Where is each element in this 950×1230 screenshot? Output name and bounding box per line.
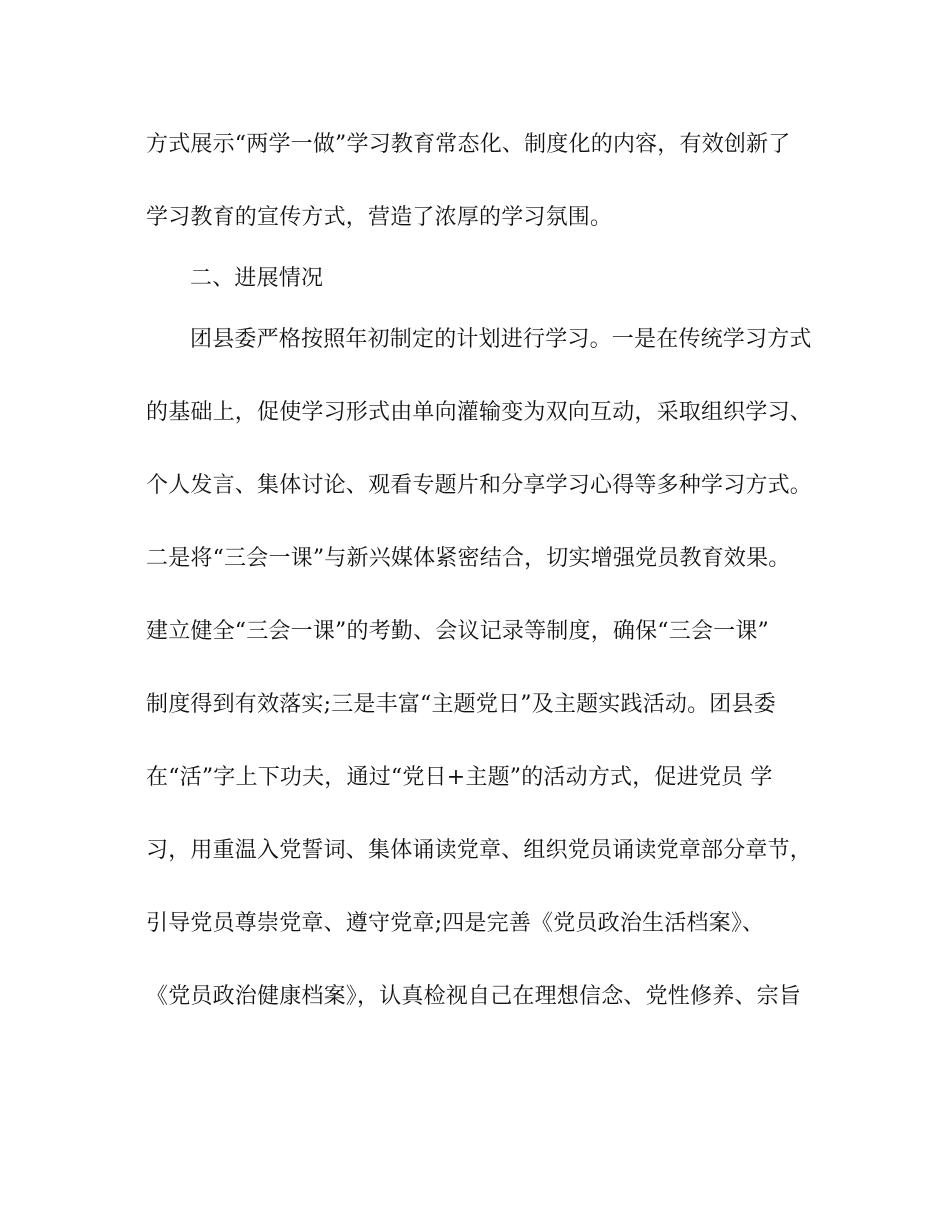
text-line-5: 的基础上，促使学习形式由单向灌输变为双向互动，采取组织学习、	[146, 400, 813, 425]
text-line-1: 方式展示“两学一做”学习教育常态化、制度化的内容，有效创新了	[146, 132, 791, 157]
text-line-7: 二是将“三会一课”与新兴媒体紧密结合，切实增强党员教育效果。	[146, 546, 791, 571]
text-line-12: 引导党员尊崇党章、遵守党章;四是完善《党员政治生活档案》、	[146, 911, 765, 936]
text-line-13: 《党员政治健康档案》，认真检视自己在理想信念、党性修养、宗旨	[146, 984, 802, 1009]
section-heading: 二、进展情况	[190, 266, 324, 291]
text-line-8: 建立健全“三会一课”的考勤、会议记录等制度，确保“三会一课”	[146, 619, 769, 644]
text-line-9: 制度得到有效落实;三是丰富“主题党日”及主题实践活动。团县委	[146, 692, 776, 717]
text-line-10: 在“活”字上下功夫，通过“党日+主题”的活动方式，促进党员 学	[146, 765, 773, 790]
text-line-6: 个人发言、集体讨论、观看专题片和分享学习心得等多种学习方式。	[146, 473, 813, 498]
text-line-4: 团县委严格按照年初制定的计划进行学习。一是在传统学习方式	[190, 327, 812, 352]
text-line-11: 习，用重温入党誓词、集体诵读党章、组织党员诵读党章部分章节，	[146, 838, 813, 863]
text-line-2: 学习教育的宣传方式，营造了浓厚的学习氛围。	[146, 205, 613, 230]
